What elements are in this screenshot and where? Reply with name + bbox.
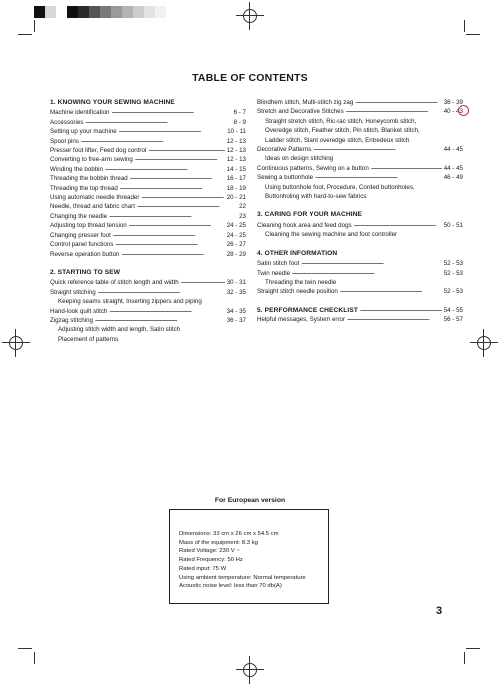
toc-entry-page: 24 - 25 — [226, 231, 246, 239]
toc-entry-page: 16 - 17 — [226, 175, 246, 183]
crop-mark — [34, 652, 35, 664]
toc-subentry: Ideas on design stitching — [265, 155, 334, 163]
dot-leader — [141, 193, 224, 202]
toc-entry-title: Converting to free-arm sewing — [50, 156, 133, 164]
crop-mark — [18, 648, 32, 649]
toc-entry-title: Stretch and Decorative Stitches — [257, 108, 344, 116]
toc-entry[interactable] — [50, 202, 246, 211]
toc-entry-page: 12 - 13 — [226, 147, 246, 155]
calibration-swatch — [89, 6, 100, 18]
dot-leader — [113, 231, 225, 240]
toc-entry-page: 10 - 11 — [227, 128, 246, 136]
toc-left-column — [50, 98, 246, 344]
section-heading: 3. CARING FOR YOUR MACHINE — [257, 211, 363, 219]
dot-leader — [95, 316, 225, 325]
toc-entry[interactable] — [257, 259, 463, 268]
crop-mark — [18, 34, 32, 35]
toc-entry-title: Twin needle — [257, 269, 291, 277]
toc-subentry: Keeping seams straight, Inserting zippers and piping — [58, 298, 202, 306]
toc-entry[interactable] — [50, 137, 246, 146]
dot-leader — [346, 107, 442, 116]
dot-leader — [85, 118, 231, 127]
toc-entry[interactable] — [50, 316, 246, 325]
toc-entry[interactable] — [50, 212, 246, 221]
toc-entry-page: 34 - 35 — [226, 307, 246, 315]
toc-entry-title: Helpful messages, System error — [257, 316, 346, 324]
dot-leader — [109, 212, 237, 221]
toc-entry-title: Zigzag stitching — [50, 316, 93, 324]
toc-entry-page: 44 - 45 — [443, 146, 463, 154]
dot-leader — [98, 288, 225, 297]
toc-entry[interactable] — [50, 146, 246, 155]
dot-leader — [355, 98, 441, 107]
toc-entry-title: Straight stitch needle position — [257, 288, 338, 296]
calibration-swatch — [100, 6, 111, 18]
calibration-swatch — [155, 6, 166, 18]
dot-leader — [119, 127, 225, 136]
toc-entry-page: 20 - 21 — [226, 194, 246, 202]
toc-subentry: Threading the twin needle — [265, 278, 337, 286]
toc-entry-title: Changing presser foot — [50, 231, 111, 239]
toc-entry-title: Reverse operation button — [50, 250, 120, 258]
dot-leader — [109, 307, 224, 316]
toc-entry-page: 18 - 19 — [226, 184, 246, 192]
toc-entry-page: 8 - 9 — [233, 118, 246, 126]
toc-entry[interactable] — [50, 240, 246, 249]
calibration-swatch — [144, 6, 155, 18]
dot-leader — [137, 202, 237, 211]
toc-subentry: Adjusting stitch width and length, Satin stitch — [58, 326, 181, 334]
toc-entry-page: 44 - 45 — [443, 164, 463, 172]
dot-leader — [313, 145, 441, 154]
spec-line: Dimensions: 33 cm x 26 cm x 54.5 cm — [179, 531, 279, 537]
toc-subentry: Using buttonhole foot, Procedure, Corded buttonholes, — [265, 183, 415, 191]
spec-line: Mass of the equipment: 8.3 kg — [179, 539, 258, 546]
toc-entry-page: 30 - 31 — [226, 279, 246, 287]
registration-mark-icon — [474, 333, 494, 353]
dot-leader — [181, 278, 225, 287]
dot-leader — [129, 221, 225, 230]
toc-entry-page: 22 — [239, 203, 246, 211]
calibration-swatch — [45, 6, 56, 18]
toc-entry-page: 38 - 39 — [443, 99, 463, 106]
dot-leader — [315, 173, 442, 182]
dot-leader — [340, 287, 442, 296]
toc-entry[interactable] — [257, 98, 463, 107]
toc-subentry: Buttonholing with hard-to-sew fabrics — [265, 193, 367, 201]
toc-entry-title: Control panel functions — [50, 241, 114, 249]
toc-entry-title: Presser foot lifter, Feed dog control — [50, 147, 147, 155]
dot-leader — [347, 315, 442, 324]
toc-subentry: Cleaning the sewing machine and foot controller — [265, 231, 398, 239]
registration-mark-icon — [6, 333, 26, 353]
toc-entry[interactable] — [50, 278, 246, 287]
toc-entry[interactable] — [257, 315, 463, 324]
toc-entry-title: Satin stitch foot — [257, 260, 300, 268]
registration-mark-icon — [240, 6, 260, 26]
calibration-swatch — [122, 6, 133, 18]
dot-leader — [121, 250, 224, 259]
dot-leader — [115, 240, 224, 249]
toc-entry-title: Threading the bobbin thread — [50, 175, 128, 183]
crop-mark — [466, 648, 480, 649]
toc-entry[interactable] — [50, 127, 246, 136]
toc-entry-title: Hand-look quilt stitch — [50, 307, 108, 315]
section-1-list — [50, 108, 246, 259]
toc-entry-page: 54 - 55 — [443, 306, 463, 314]
toc-entry[interactable] — [50, 231, 246, 240]
toc-entry-page: 6 - 7 — [233, 109, 246, 117]
calibration-swatch — [67, 6, 78, 18]
toc-entry-title: Using automatic needle threader — [50, 194, 140, 202]
toc-entry-title: Accessories — [50, 118, 84, 126]
crop-mark — [466, 34, 480, 35]
toc-entry-title: Straight stitching — [50, 288, 96, 296]
crop-mark — [34, 20, 35, 32]
toc-subentry: Placement of patterns — [58, 335, 119, 343]
dot-leader — [112, 108, 232, 117]
dot-leader — [130, 174, 225, 183]
crop-mark — [464, 20, 465, 32]
toc-entry-page: 12 - 13 — [226, 156, 246, 164]
toc-entry-page: 24 - 25 — [226, 222, 246, 230]
toc-entry-page: 23 — [239, 212, 246, 220]
dot-leader — [360, 306, 442, 315]
dot-leader — [292, 269, 442, 278]
toc-entry-title: Continuous patterns, Sewing on a button — [257, 164, 369, 172]
calibration-swatch — [78, 6, 89, 18]
page-title: TABLE OF CONTENTS — [192, 72, 308, 84]
toc-subentry: Ladder stitch, Slant overedge stitch, Entredeux stitch — [265, 136, 410, 144]
section-heading: 5. PERFORMANCE CHECKLIST — [257, 306, 358, 314]
dot-leader — [371, 164, 442, 173]
toc-entry[interactable] — [257, 269, 463, 278]
toc-entry-page: 52 - 53 — [443, 288, 463, 296]
registration-mark-icon — [240, 660, 260, 680]
calibration-swatch — [111, 6, 122, 18]
eu-spec-box — [169, 509, 329, 604]
crop-mark — [464, 652, 465, 664]
toc-entry[interactable] — [50, 250, 246, 259]
toc-entry[interactable] — [257, 145, 463, 154]
toc-entry-page: 36 - 37 — [226, 316, 246, 324]
toc-entry-title: Winding the bobbin — [50, 165, 103, 173]
dot-leader — [354, 221, 442, 230]
toc-subentry: Straight stretch stitch, Ric-rac stitch, Honeycomb stitch, — [265, 117, 417, 125]
toc-entry-title: Threading the top thread — [50, 184, 118, 192]
toc-entry-title: Spool pins — [50, 137, 79, 145]
toc-entry-page: 32 - 35 — [226, 288, 246, 296]
toc-entry[interactable] — [50, 184, 246, 193]
calibration-swatch — [133, 6, 144, 18]
spec-line: Rated Voltage: 230 V ~ — [179, 548, 240, 555]
toc-entry-page: 52 - 53 — [443, 269, 463, 277]
toc-entry[interactable] — [257, 287, 463, 296]
dot-leader — [301, 259, 441, 268]
toc-entry[interactable] — [50, 193, 246, 202]
section-heading: 4. OTHER INFORMATION — [257, 249, 338, 257]
toc-entry-page: 46 - 49 — [443, 174, 463, 182]
toc-entry[interactable] — [257, 221, 463, 230]
toc-entry-title: Sewing a buttonhole — [257, 174, 314, 182]
toc-entry-title: Adjusting top thread tension — [50, 222, 127, 230]
toc-entry-page: 52 - 53 — [443, 260, 463, 268]
calibration-swatch — [56, 6, 67, 18]
spec-line: Rated input: 75 W — [179, 565, 227, 572]
toc-entry-page: 40 - 43 — [443, 108, 463, 116]
dot-leader — [105, 165, 225, 174]
toc-entry[interactable] — [257, 306, 463, 315]
spec-line: Acoustic noise level: less than 70 db(A) — [179, 583, 282, 590]
toc-entry[interactable] — [50, 221, 246, 230]
page-number: 3 — [436, 605, 443, 617]
toc-entry[interactable] — [50, 174, 246, 183]
toc-entry-title: Needle, thread and fabric chart — [50, 203, 135, 211]
toc-entry-page: 50 - 51 — [443, 221, 463, 229]
toc-entry-title: Machine identification — [50, 109, 110, 117]
toc-entry-page: 12 - 13 — [226, 137, 246, 145]
color-calibration-bar — [34, 6, 166, 18]
toc-entry-title: Quick reference table of stitch length and width — [50, 279, 179, 287]
toc-entry-title: Changing the needle — [50, 212, 108, 220]
toc-entry-title: Blindhem stitch, Multi-stitch zig zag — [257, 99, 354, 106]
toc-entry[interactable] — [257, 173, 463, 182]
section-heading: 1. KNOWING YOUR SEWING MACHINE — [50, 99, 175, 106]
dot-leader — [120, 184, 225, 193]
toc-entry[interactable] — [50, 155, 246, 164]
toc-entry-title: Setting up your machine — [50, 128, 117, 136]
section-heading: 2. STARTING TO SEW — [50, 268, 121, 276]
dot-leader — [148, 146, 224, 155]
toc-right-column — [257, 98, 463, 325]
toc-entry-page: 26 - 27 — [226, 241, 246, 249]
toc-entry[interactable] — [50, 288, 246, 297]
toc-subentry: Overedge stitch, Feather stitch, Pin stitch, Blanket stitch, — [265, 127, 420, 135]
dot-leader — [81, 137, 225, 146]
spec-line: Rated Frequency: 50 Hz — [179, 557, 243, 564]
toc-entry-page: 14 - 15 — [226, 165, 246, 173]
eu-version-title: For European version — [214, 497, 286, 504]
toc-entry-title: Decorative Patterns — [257, 146, 312, 154]
dot-leader — [135, 155, 225, 164]
toc-entry-title: Cleaning hook area and feed dogs — [257, 221, 352, 229]
toc-entry[interactable] — [50, 108, 246, 117]
toc-entry[interactable] — [257, 164, 463, 173]
toc-entry[interactable] — [50, 118, 246, 127]
calibration-swatch — [34, 6, 45, 18]
toc-entry[interactable] — [50, 307, 246, 316]
spec-line: Using ambient temperature: Normal temperature — [179, 574, 306, 581]
toc-entry-page: 28 - 29 — [226, 250, 246, 258]
toc-entry[interactable] — [50, 165, 246, 174]
toc-entry[interactable] — [257, 107, 463, 116]
toc-entry-page: 56 - 57 — [443, 316, 463, 324]
